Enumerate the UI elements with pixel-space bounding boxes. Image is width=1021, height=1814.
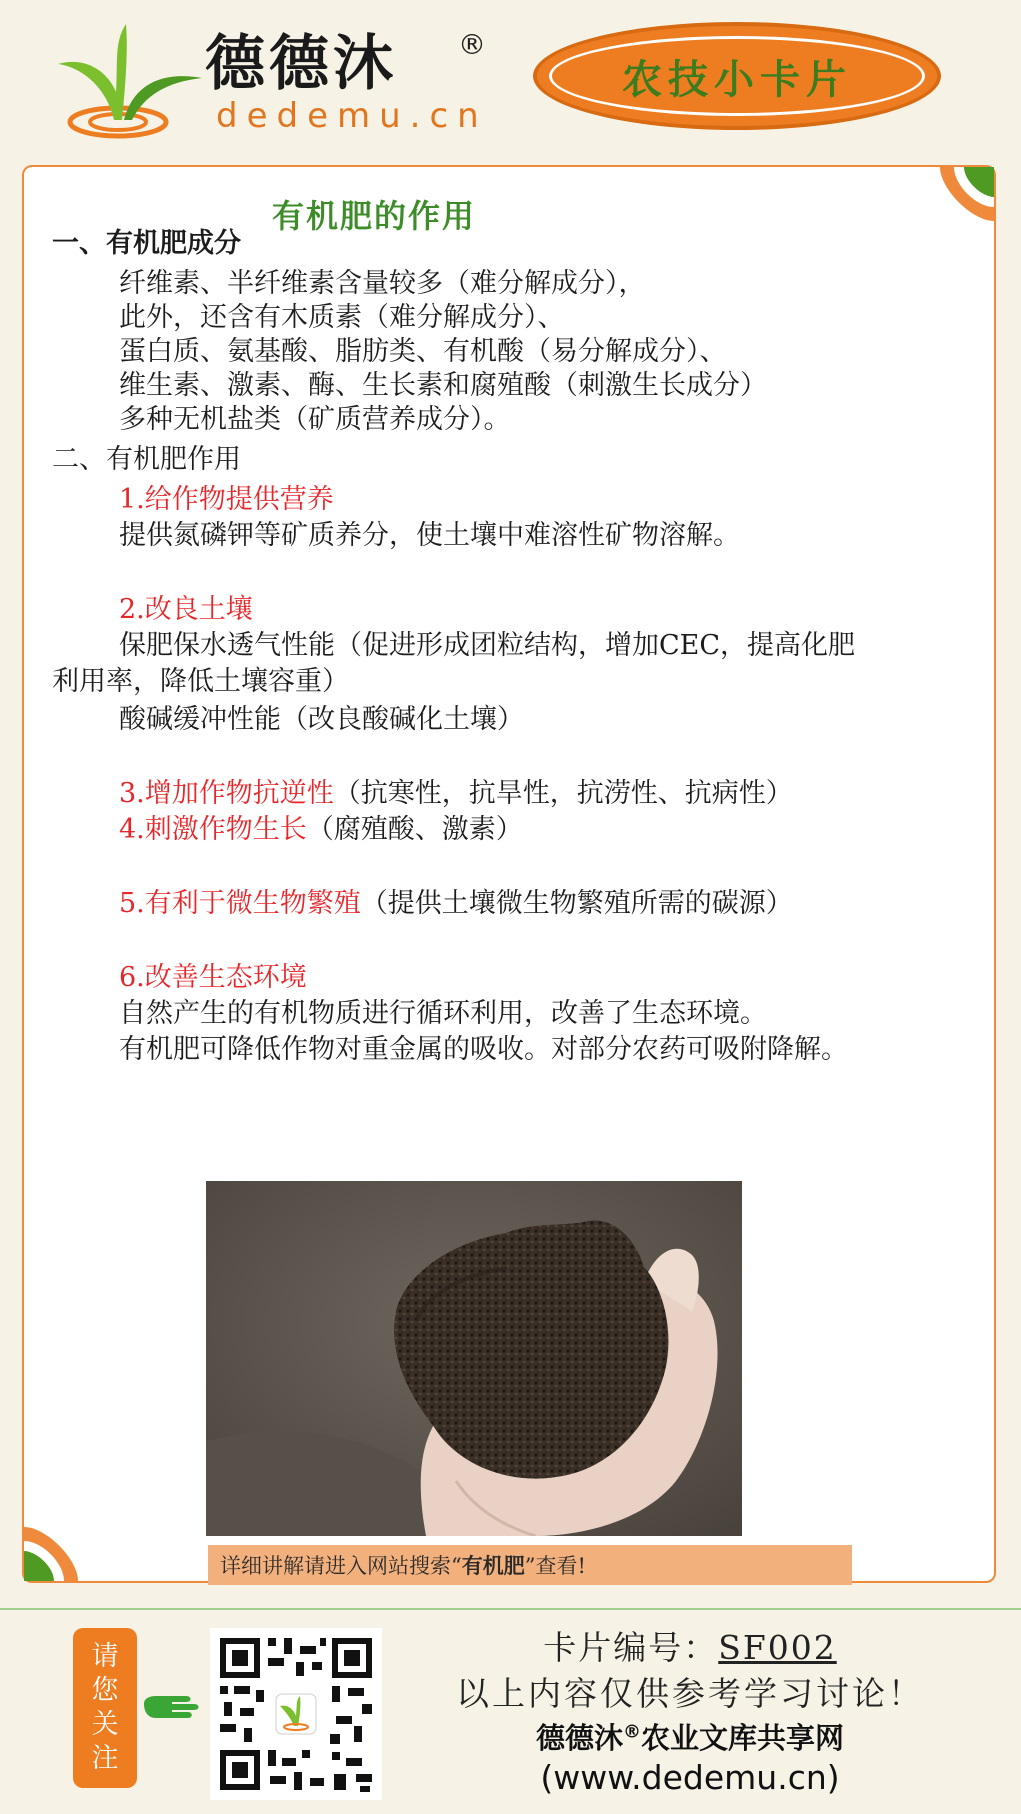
item-detail: （提供土壤微生物繁殖所需的碳源） xyxy=(360,888,793,919)
body-line: 利用率，降低土壤容重） xyxy=(52,666,349,697)
section-heading: 一、有机肥成分 xyxy=(52,228,241,259)
qr-code[interactable] xyxy=(210,1628,382,1800)
brand-name: 德德沐 xyxy=(205,29,397,99)
brand-url: dedemu.cn xyxy=(216,96,488,136)
item-line xyxy=(119,777,793,811)
follow-char: 您 xyxy=(91,1675,119,1706)
item-line xyxy=(119,887,793,921)
search-tip-bar xyxy=(208,1545,852,1585)
card-title: 有机肥的作用 xyxy=(272,197,477,235)
follow-char: 请 xyxy=(91,1641,119,1672)
item-detail: （抗寒性，抗旱性，抗涝性、抗病性） xyxy=(333,778,793,809)
header xyxy=(0,0,1021,155)
corner-decoration-icon xyxy=(940,167,994,221)
item-line xyxy=(119,813,523,847)
badge-label: 农技小卡片 xyxy=(622,56,852,103)
card-number: SF002 xyxy=(718,1628,837,1667)
site-name: 德德沐®农业文库共享网 xyxy=(535,1721,845,1755)
item-heading: 4.刺激作物生长 xyxy=(119,814,307,845)
search-keyword: 有机肥 xyxy=(461,1553,525,1578)
dedemu-logo-icon xyxy=(56,22,206,142)
body-line: 有机肥可降低作物对重金属的吸收。对部分农药可吸附降解。 xyxy=(119,1034,848,1065)
body-line: 蛋白质、氨基酸、脂肪类、有机酸（易分解成分）、 xyxy=(119,336,727,367)
item-detail: （腐殖酸、激素） xyxy=(306,814,523,845)
registered-mark: ® xyxy=(458,28,486,61)
item-heading: 3.增加作物抗逆性 xyxy=(119,778,334,809)
pointing-hand-icon xyxy=(142,1688,202,1724)
follow-char: 关 xyxy=(91,1709,119,1740)
site-url[interactable]: (www.dedemu.cn) xyxy=(540,1758,840,1797)
body-line: 纤维素、半纤维素含量较多（难分解成分）， xyxy=(119,268,646,299)
body-line: 酸碱缓冲性能（改良酸碱化土壤） xyxy=(119,704,524,735)
follow-us-button[interactable] xyxy=(73,1628,137,1788)
item-heading: 2.改良土壤 xyxy=(119,594,253,625)
card-type-badge xyxy=(533,22,941,130)
body-line: 多种无机盐类（矿质营养成分）。 xyxy=(119,404,511,435)
body-line: 提供氮磷钾等矿质养分，使土壤中难溶性矿物溶解。 xyxy=(119,520,740,551)
body-line: 此外，还含有木质素（难分解成分）、 xyxy=(119,302,565,333)
footer-divider xyxy=(0,1608,1021,1610)
section-heading: 二、有机肥作用 xyxy=(52,444,241,475)
disclaimer: 以上内容仅供参考学习讨论！ xyxy=(456,1674,924,1713)
corner-decoration-icon xyxy=(24,1527,78,1581)
card-number-line: 卡片编号：SF002 xyxy=(543,1628,837,1667)
compost-photo xyxy=(206,1181,742,1536)
body-line: 自然产生的有机物质进行循环利用，改善了生态环境。 xyxy=(119,998,767,1029)
body-line: 维生素、激素、酶、生长素和腐殖酸（刺激生长成分） xyxy=(119,370,767,401)
search-tip-text: 详细讲解请进入网站搜索“有机肥”查看! xyxy=(220,1553,586,1578)
content-card xyxy=(22,165,996,1583)
item-heading: 6.改善生态环境 xyxy=(119,962,307,993)
item-heading: 1.给作物提供营养 xyxy=(119,484,334,515)
body-line: 保肥保水透气性能（促进形成团粒结构，增加CEC，提高化肥 xyxy=(119,630,856,661)
item-heading: 5.有利于微生物繁殖 xyxy=(119,888,361,919)
follow-char: 注 xyxy=(91,1743,119,1774)
